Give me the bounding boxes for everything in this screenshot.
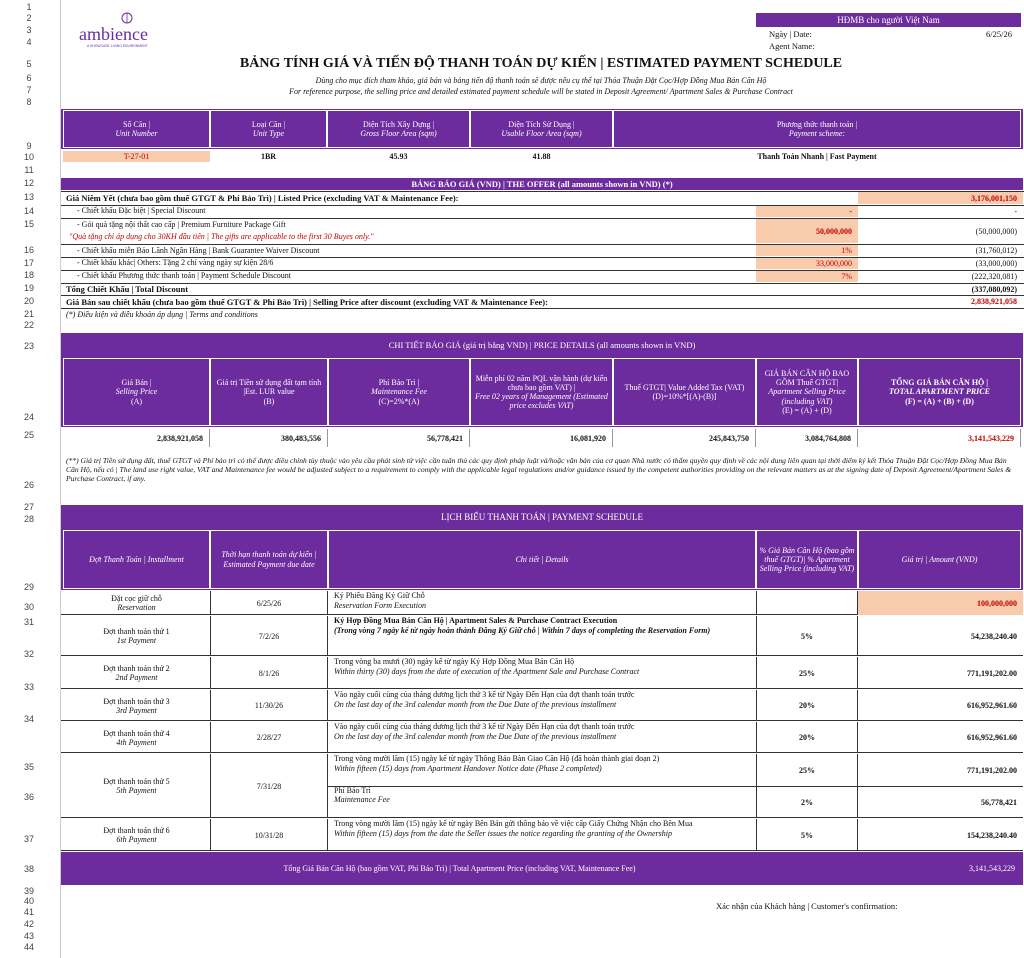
schedule-amount: 54,238,240.40 — [971, 631, 1017, 641]
row-number: 36 — [23, 792, 34, 802]
gross-area-value: 45.93 — [389, 152, 408, 161]
row-number: 24 — [23, 412, 34, 422]
gross-area-header: Diện Tích Xây Dựng | Gross Floor Area (sqm) — [327, 110, 470, 148]
schedule-details: Trong vòng mười lăm (15) ngày kể từ ngày Thông Báo Bàn Giao Căn Hộ (đã hoàn thành giai đoạn 2) Within fifteen (15) days from Apartment Handover Notice date (Phase 2 completed) — [334, 754, 660, 773]
other-discount-label: - Chiết khấu khác| Others: Tặng 2 chỉ vàng ngày sự kiện 28/6 — [77, 258, 274, 267]
row-number: 10 — [23, 152, 34, 162]
ambience-logo — [73, 10, 183, 50]
row-number: 1 — [26, 2, 32, 12]
price-col-header: Thuế GTGT| Value Added Tax (VAT) (D)=10%*[(A)-(B)] — [613, 358, 756, 426]
row-number: 15 — [23, 219, 34, 229]
details-header: Chi tiết | Details — [328, 530, 756, 589]
row-number: 4 — [26, 37, 32, 47]
listed-price-label: Giá Niêm Yết (chưa bao gồm thuế GTGT & Phí Bảo Trì) | Listed Price (excluding VAT & Maintenance Fee): — [66, 193, 459, 203]
terms-note: (*) Điều kiện và điều khoản áp dụng | Terms and conditions — [66, 310, 258, 319]
schedule-percent: 20% — [756, 722, 858, 753]
furniture-gift-note: "Quà tặng chỉ áp dụng cho 30KH đầu tiên | The gifts are applicable to the first 30 Buyes only." — [69, 232, 374, 241]
row-number: 28 — [23, 514, 34, 524]
schedule-total-label: Tổng Giá Bán Căn Hộ (bao gồm VAT, Phí Bảo Trì) | Total Apartment Price (including VAT, Maintenance Fee) — [63, 853, 856, 884]
schedule-due-date: 10/31/28 — [210, 819, 328, 851]
schedule-amount: 616,952,961.60 — [967, 733, 1017, 742]
bank-guarantee-label: - Chiết khấu miễn Bảo Lãnh Ngân Hàng | Bank Guarantee Waiver Discount — [77, 246, 320, 255]
unit-type-header: Loại Căn | Unit Type — [210, 110, 327, 148]
row-number: 7 — [26, 85, 32, 95]
schedule-due-date: 2/28/27 — [210, 722, 328, 753]
row-number: 43 — [23, 931, 34, 941]
page-title: BẢNG TÍNH GIÁ VÀ TIẾN ĐỘ THANH TOÁN DỰ KIẾN | ESTIMATED PAYMENT SCHEDULE — [239, 56, 843, 71]
unit-number-value: T-27-01 — [63, 151, 210, 162]
schedule-details: Ký Hợp Đồng Mua Bán Căn Hộ | Apartment Sales & Purchase Contract Execution (Trong vòng 7 ngày kể từ ngày hoàn thành Đăng Ký Giữ chỗ | Within 7 days of completing the Reservation Form) — [334, 616, 711, 635]
row-number: 19 — [23, 283, 34, 293]
maintenance-amount: 56,778,421 — [981, 797, 1017, 807]
schedule-amount: 100,000,000 — [858, 591, 1023, 615]
row-number: 6 — [26, 73, 32, 83]
price-col-header: Miễn phí 02 năm PQL vận hành (dự kiến chưa bao gồm VAT) | Free 02 years of Management (Estimated price excludes VAT) — [470, 358, 613, 426]
row-number: 34 — [23, 714, 34, 724]
schedule-details: Trong vòng mười lăm (15) ngày kể từ ngày Bên Bán gửi thông báo về việc cấp Giấy Chứng Nhận cho Bên Mua Within fifteen (15) days from the date the Seller issues the notice regarding the granting of the Ownership — [334, 819, 693, 838]
row-number: 37 — [23, 834, 34, 844]
bank-guarantee-value: (31,760,012) — [975, 246, 1017, 255]
schedule-percent: 5% — [756, 819, 858, 851]
spreadsheet — [60, 0, 1024, 958]
row-number: 42 — [23, 919, 34, 929]
schedule-amount: 616,952,961.60 — [967, 701, 1017, 710]
unit-number-header: Số Căn | Unit Number — [63, 110, 210, 148]
schedule-details: Vào ngày cuối cùng của tháng dương lịch thứ 3 kể từ Ngày Đến Hạn của đợt thanh toán trước On the last day of the 3rd calendar month from the Due Date of the previous installment — [334, 690, 635, 709]
schedule-installment: Đặt cọc giữ chỗ Reservation — [111, 594, 162, 612]
row-number: 23 — [23, 341, 34, 351]
schedule-installment: Đợt thanh toán thứ 3 3rd Payment — [103, 696, 170, 715]
row-number: 3 — [26, 25, 32, 35]
row-number: 13 — [23, 192, 34, 202]
row-number: 20 — [23, 296, 34, 306]
row-number: 21 — [23, 309, 34, 319]
price-adjustment-note: (**) Giá trị Tiền sử dụng đất, thuế GTGT và Phí bảo trì có thể được điều chỉnh tùy thuộc vào yêu cầu phát sinh từ việc cần tuân thủ các quy định pháp luật và/hoặc văn bản của cơ quan Nhà nước có thẩm quyền quy định về các nội dung liên quan tại thời điểm ký kết Thỏa Thuận Đặt Cọc/Hợp Đồng Mua Bán Căn Hộ, nếu có | The land use right value, VAT and Maintenance fee would be adjusted subject to a requirement to comply with the applicable legal regulations and/or guidance issued by the competent authorities providing on the relevant matters as at the signing date of Deposit Agreement/Apartment Sales & Purchase Contract, if any. — [66, 456, 1012, 484]
row-number: 32 — [23, 649, 34, 659]
row-number: 14 — [23, 206, 34, 216]
row-number: 31 — [23, 617, 34, 627]
row-number: 38 — [23, 864, 34, 874]
price-col-header: Giá Bán | Selling Price (A) — [63, 358, 210, 426]
row-number: 11 — [24, 165, 34, 175]
unit-type-value: 1BR — [260, 152, 277, 161]
schedule-percent: 5% — [756, 616, 858, 656]
price-col-value: 245,843,750 — [613, 429, 756, 447]
brand-tag: A SHOWCASE LIVING ENVIRONMENT — [87, 44, 148, 48]
schedule-due-date: 6/25/26 — [210, 591, 328, 615]
hdmb-banner: HĐMB cho người Việt Nam — [756, 13, 1021, 27]
row-number: 17 — [23, 258, 34, 268]
schedule-amount: 771,191,202.00 — [967, 668, 1017, 678]
row-number: 41 — [23, 907, 34, 917]
selling-price-label: Giá Bán sau chiết khấu (chưa bao gồm thuế GTGT & Phí Bảo Trì) | Selling Price after discount (excluding VAT & Maintenance Fee): — [66, 297, 548, 307]
maintenance-percent: 2% — [756, 786, 858, 818]
price-col-header: TỔNG GIÁ BÁN CĂN HỘ | TOTAL APARTMENT PRICE (F) = (A) + (B) + (D) — [858, 358, 1021, 426]
listed-price-value: 3,176,001,150 — [858, 192, 1023, 204]
row-number: 33 — [23, 682, 34, 692]
row-number: 29 — [23, 582, 34, 592]
schedule-due-date: 11/30/26 — [210, 690, 328, 721]
payment-discount-pct: 7% — [756, 271, 858, 282]
row-number: 8 — [26, 97, 32, 107]
usable-area-header: Diện Tích Sử Dụng | Usable Floor Area (sqm) — [470, 110, 613, 148]
due-date-header: Thời hạn thanh toán dự kiến | Estimated Payment due date — [210, 530, 328, 589]
payment-scheme-header: Phương thức thanh toán | Payment scheme: — [613, 110, 1021, 148]
row-number: 39 — [23, 886, 34, 896]
row-number: 40 — [23, 896, 34, 906]
row-number: 26 — [23, 480, 34, 490]
selling-price-value: 2,838,921,058 — [971, 297, 1017, 306]
bank-guarantee-pct: 1% — [756, 245, 858, 256]
schedule-installment: Đợt thanh toán thứ 2 2nd Payment — [103, 664, 170, 682]
price-details-title: CHI TIẾT BÁO GIÁ (giá trị bằng VND) | PRICE DETAILS (all amounts shown in VND) — [61, 333, 1023, 357]
schedule-installment: Đợt thanh toán thứ 1 1st Payment — [103, 627, 170, 645]
schedule-due-date: 7/31/28 — [210, 754, 328, 818]
price-col-value: 16,081,920 — [470, 429, 613, 447]
row-number: 25 — [23, 430, 34, 440]
row-number: 9 — [26, 141, 32, 151]
furniture-gift-value: (50,000,000) — [975, 226, 1017, 236]
schedule-percent: 20% — [756, 690, 858, 721]
schedule-installment: Đợt thanh toán thứ 5 5th Payment — [103, 777, 170, 795]
total-discount-value: (337,080,092) — [971, 285, 1017, 294]
subtitle-en: For reference purpose, the selling price and detailed estimated payment schedule will be stated in Deposit Agreement/ Apartment Sales & Purchase Contract — [289, 87, 793, 96]
usable-area-value: 41.88 — [532, 152, 551, 161]
date-value: 6/25/26 — [986, 29, 1012, 39]
payment-discount-value: (222,320,081) — [971, 272, 1017, 281]
row-headers — [0, 0, 60, 958]
schedule-details: Vào ngày cuối cùng của tháng dương lịch thứ 3 kể từ Ngày Đến Hạn của đợt thanh toán trước On the last day of the 3rd calendar month from the Due Date of the previous installment — [334, 722, 635, 741]
agent-label: Agent Name: — [769, 41, 815, 51]
row-number: 22 — [23, 320, 34, 330]
schedule-title: LỊCH BIỂU THANH TOÁN | PAYMENT SCHEDULE — [61, 505, 1023, 529]
schedule-percent — [756, 591, 858, 615]
row-number: 44 — [23, 942, 34, 952]
schedule-percent: 25% — [756, 657, 858, 689]
schedule-amount: 771,191,202.00 — [967, 765, 1017, 775]
row-number: 2 — [26, 13, 32, 23]
special-discount-pct: - — [756, 206, 858, 217]
maintenance-details: Phí Bảo Trì Maintenance Fee — [334, 786, 390, 804]
other-discount-value: (33,000,000) — [975, 259, 1017, 268]
installment-header: Đợt Thanh Toán | Installment — [63, 530, 210, 589]
row-number: 5 — [26, 59, 32, 69]
schedule-due-date: 8/1/26 — [210, 657, 328, 689]
furniture-gift-label: - Gói quà tặng nội thất cao cấp | Premium Furniture Package Gift — [77, 220, 286, 229]
special-discount-value: - — [1014, 207, 1017, 216]
price-col-value: 380,483,556 — [210, 429, 328, 447]
price-col-value: 56,778,421 — [328, 429, 470, 447]
price-col-value: 3,084,764,808 — [756, 429, 858, 447]
row-number: 18 — [23, 270, 34, 280]
schedule-installment: Đợt thanh toán thứ 4 4th Payment — [103, 728, 170, 747]
row-number: 16 — [23, 245, 34, 255]
schedule-total-value: 3,141,543,229 — [858, 853, 1021, 884]
schedule-details: Ký Phiếu Đăng Ký Giữ Chỗ Reservation Form Execution — [334, 591, 426, 610]
price-col-header: Phí Bảo Trì | Maintenance Fee (C)=2%*(A) — [328, 358, 470, 426]
price-col-value: 3,141,543,229 — [858, 429, 1021, 447]
price-col-header: GIÁ BÁN CĂN HỘ BAO GỒM Thuế GTGT| Apartment Selling Price (including VAT) (E) = (A) + (D) — [756, 358, 858, 426]
row-number: 27 — [23, 502, 34, 512]
amount-header: Giá trị | Amount (VND) — [858, 530, 1021, 589]
special-discount-label: - Chiết khấu Đặc biệt | Special Discount — [77, 206, 206, 215]
brand-name: ambience — [79, 24, 148, 44]
percent-header: % Giá Bán Căn Hộ (bao gồm thuế GTGT)| % Apartment Selling Price (including VAT) — [756, 530, 858, 589]
schedule-amount: 154,238,240.40 — [967, 830, 1017, 840]
price-col-header: Giá trị Tiền sử dụng đất tạm tính |Est. LUR value (B) — [210, 358, 328, 426]
schedule-installment: Đợt thanh toán thứ 6 6th Payment — [103, 826, 170, 844]
row-number: 12 — [23, 178, 34, 188]
other-discount-amount: 33,000,000 — [756, 258, 858, 269]
subtitle-vi: Dùng cho mục đích tham khảo, giá bán và bảng tiến độ thanh toán sẽ được nêu cụ thể tại Thỏa Thuận Đặt Cọc/Hợp Đồng Mua Bán Căn Hộ — [315, 76, 767, 85]
schedule-details: Trong vòng ba mươi (30) ngày kể từ ngày Ký Hợp Đồng Mua Bán Căn Hộ Within thirty (30) days from the date of execution of the Apartment Sale and Purchase Contract — [334, 657, 640, 676]
row-number: 35 — [23, 762, 34, 772]
schedule-percent: 25% — [756, 754, 858, 786]
payment-scheme-value: Thanh Toán Nhanh | Fast Payment — [757, 152, 877, 161]
offer-title: BẢNG BÁO GIÁ (VND) | THE OFFER (all amounts shown in VND) (*) — [61, 178, 1023, 190]
total-discount-label: Tổng Chiết Khấu | Total Discount — [66, 284, 189, 294]
furniture-gift-amount: 50,000,000 — [756, 219, 858, 243]
payment-discount-label: - Chiết khấu Phương thức thanh toán | Payment Schedule Discount — [77, 271, 292, 280]
date-label: Ngày | Date: — [769, 29, 812, 39]
row-number: 30 — [23, 602, 34, 612]
customer-confirmation-label: Xác nhận của Khách hàng | Customer's confirmation: — [716, 901, 898, 911]
schedule-due-date: 7/2/26 — [210, 616, 328, 656]
price-col-value: 2,838,921,058 — [63, 429, 210, 447]
